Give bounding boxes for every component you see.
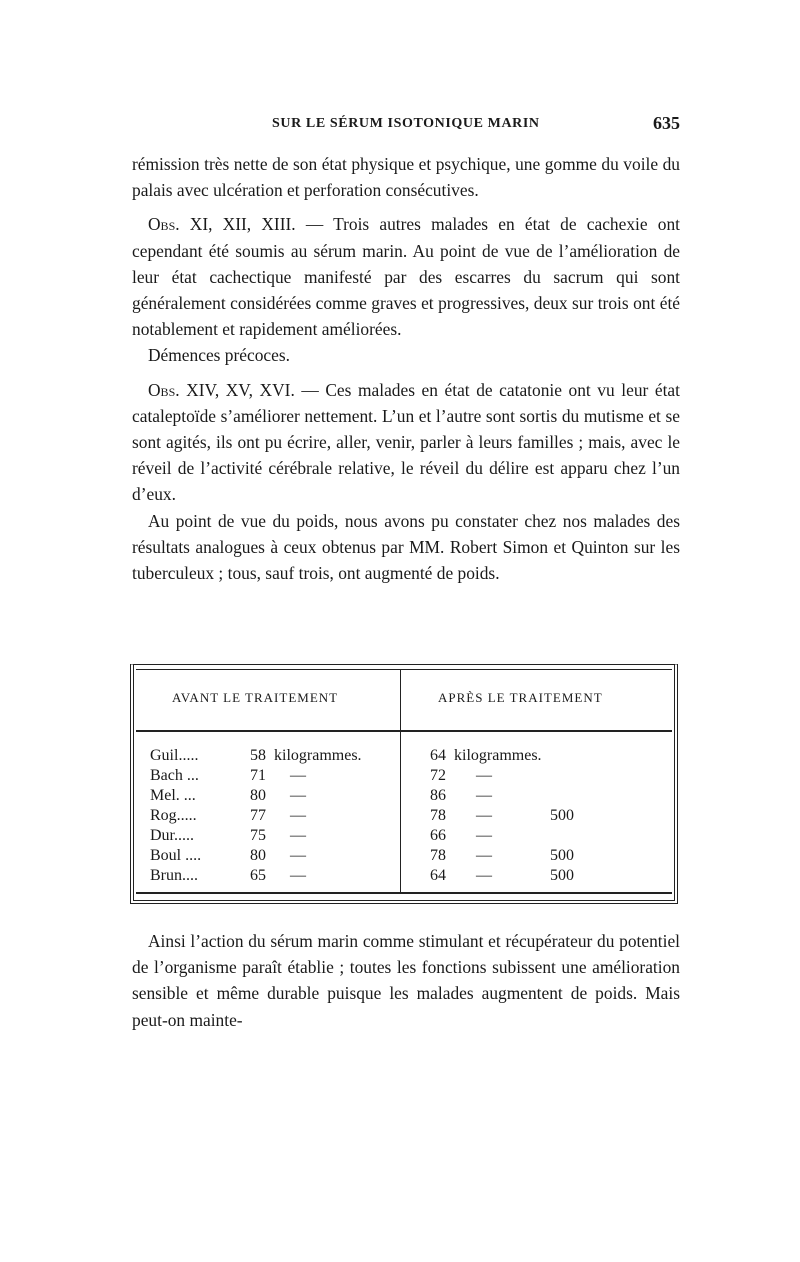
- patient-name: Bach ...: [150, 767, 199, 784]
- weight-after: 64: [430, 867, 446, 884]
- table-row: [150, 786, 668, 806]
- paragraph-poids: Au point de vue du poids, nous avons pu constater chez nos malades des résultats analogues à ceux obtenus par MM. Robert Simon et Quinton sur les tuberculeux ; tous, sauf trois, ont augmenté de poids.: [132, 510, 680, 584]
- patient-name: Brun....: [150, 867, 198, 884]
- paragraph-demences: Démences précoces.: [148, 345, 290, 366]
- paragraph-obs-xiv: [132, 377, 680, 508]
- unit-after: —: [476, 807, 492, 824]
- unit-before: —: [290, 867, 306, 884]
- obs-text: — Trois autres malades en état de cachexie ont cependant été soumis au sérum marin. Au point de vue de l’amélioration de leur état cachectique manifesté par des escarres du sacrum qui sont généralement considérées comme graves et progressives, deux sur trois ont été notablement et rapidement améliorées.: [132, 214, 680, 340]
- table-row: [150, 826, 668, 846]
- running-head: SUR LE SÉRUM ISOTONIQUE MARIN: [272, 116, 540, 131]
- page-number: 635: [653, 113, 680, 133]
- obs-label: Obs. XIV, XV, XVI.: [148, 379, 295, 400]
- weight-after: 86: [430, 787, 446, 804]
- weight-after: 78: [430, 807, 446, 824]
- paragraph-ainsi: Ainsi l’action du sérum marin comme stimulant et récupérateur du potentiel de l’organisme paraît établie ; toutes les fonctions subissent une amélioration sensible et même durable puisque les malades augmentent de poids. Mais peut-on mainte-: [132, 931, 680, 1030]
- table-header-after: APRÈS LE TRAITEMENT: [438, 690, 603, 705]
- unit-after: —: [476, 767, 492, 784]
- unit-before: —: [290, 847, 306, 864]
- weight-before: 75: [250, 827, 266, 844]
- unit-before: —: [290, 807, 306, 824]
- paragraph-obs-xi: [132, 211, 680, 342]
- weight-grams: 500: [550, 807, 574, 824]
- obs-label: Obs. XI, XII, XIII.: [148, 214, 296, 235]
- weight-before: 80: [250, 847, 266, 864]
- patient-name: Dur.....: [150, 827, 194, 844]
- table-header-rule: [136, 730, 672, 732]
- weight-before: 77: [250, 807, 266, 824]
- body-text-bottom: [132, 928, 680, 1033]
- weight-after: 72: [430, 767, 446, 784]
- table-body: [150, 746, 668, 886]
- patient-name: Boul ....: [150, 847, 202, 864]
- patient-name: Mel. ...: [150, 787, 196, 804]
- table-row: [150, 766, 668, 786]
- unit-before: kilogrammes.: [274, 747, 362, 764]
- table-bottom-rule: [136, 892, 672, 894]
- unit-after: —: [476, 787, 492, 804]
- obs-text: — Ces malades en état de catatonie ont vu leur état cataleptoïde s’améliorer nettement. L’un et l’autre sont sortis du mutisme et se sont agités, ils ont pu écrire, aller, venir, parler à leurs familles ; mais, avec le réveil de l’activité cérébrale relative, le réveil du délire est apparu chez l’un d’eux.: [132, 379, 680, 505]
- weight-before: 71: [250, 767, 266, 784]
- weight-after: 78: [430, 847, 446, 864]
- weight-grams: 500: [550, 847, 574, 864]
- unit-after: kilogrammes.: [454, 747, 542, 764]
- unit-before: —: [290, 767, 306, 784]
- page-header: [132, 113, 680, 140]
- unit-after: —: [476, 867, 492, 884]
- unit-after: —: [476, 847, 492, 864]
- weight-before: 65: [250, 867, 266, 884]
- unit-before: —: [290, 827, 306, 844]
- table-row: [150, 866, 668, 886]
- patient-name: Rog.....: [150, 807, 197, 824]
- table-top-rule: [136, 669, 672, 670]
- table-row: [150, 746, 668, 766]
- weight-table: [130, 664, 678, 904]
- patient-name: Guil.....: [150, 747, 199, 764]
- weight-after: 64: [430, 747, 446, 764]
- unit-before: —: [290, 787, 306, 804]
- unit-after: —: [476, 827, 492, 844]
- table-row: [150, 846, 668, 866]
- table-header-before: AVANT LE TRAITEMENT: [172, 690, 339, 705]
- weight-before: 58: [250, 747, 266, 764]
- weight-grams: 500: [550, 867, 574, 884]
- weight-before: 80: [250, 787, 266, 804]
- weight-after: 66: [430, 827, 446, 844]
- table-row: [150, 806, 668, 826]
- paragraph-remission: rémission très nette de son état physique et psychique, une gomme du voile du palais avec ulcération et perforation consécutives.: [132, 154, 680, 201]
- body-text-top: [132, 151, 680, 586]
